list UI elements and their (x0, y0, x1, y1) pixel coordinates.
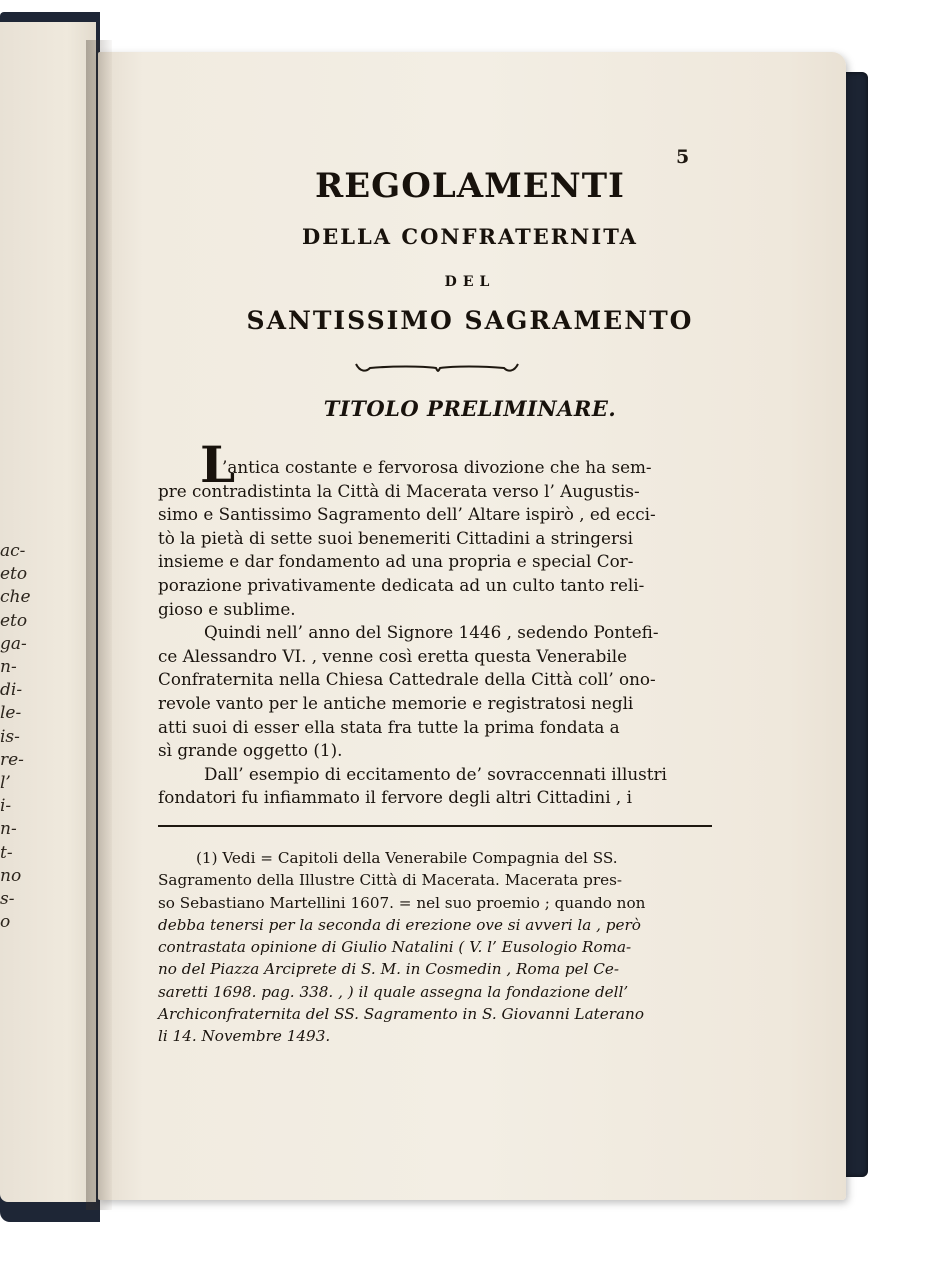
body-line: tò la pietà di sette suoi benemeriti Cittadini a stringersi (158, 527, 633, 548)
footnote-line: no del Piazza Arciprete di S. M. in Cosmedin , Roma pel Ce- (158, 960, 620, 979)
left-page (0, 22, 96, 1202)
body-text (158, 456, 718, 810)
footnote-line: contrastata opinione di Giulio Natalini ( V. l’ Eusologio Roma- (158, 938, 632, 957)
title-confraternita: DELLA CONFRATERNITA (302, 224, 638, 249)
body-line: Confraternita nella Chiesa Cattedrale della Città coll’ ono- (158, 669, 656, 690)
body-line: atti suoi di esser ella stata fra tutte la prima fondata a (158, 716, 620, 737)
left-fragment: di- (0, 680, 23, 701)
footnote-line: Sagramento della Illustre Città di Macerata. Macerata pres- (158, 871, 623, 890)
left-page-text-fragments (0, 540, 44, 934)
body-line: simo e Santissimo Sagramento dell’ Altare ispirò , ed ecci- (158, 504, 656, 525)
title-santissimo-sagramento: SANTISSIMO SAGRAMENTO (246, 306, 694, 335)
left-fragment: no (0, 865, 22, 886)
left-fragment: eto (0, 564, 28, 585)
body-line: porazione privativamente dedicata ad un culto tanto reli- (158, 574, 645, 595)
left-fragment: t- (0, 842, 13, 863)
left-fragment: n- (0, 819, 17, 840)
title-del: DEL (444, 274, 496, 290)
body-line: revole vanto per le antiche memorie e registratosi negli (158, 692, 634, 713)
left-fragment: s- (0, 889, 15, 910)
body-line: ce Alessandro VI. , venne così eretta questa Venerabile (158, 645, 628, 666)
left-fragment: re- (0, 749, 24, 770)
left-fragment: l’ (0, 773, 11, 794)
section-heading: TITOLO PRELIMINARE. (323, 396, 617, 421)
footnote-line: debba tenersi per la seconda di erezione ove si avveri la , però (158, 915, 641, 934)
footnote-line: li 14. Novembre 1493. (158, 1027, 331, 1046)
footnote-line: (1) Vedi = Capitoli della Venerabile Compagnia del SS. (196, 849, 618, 867)
body-line: fondatori fu infiammato il fervore degli altri Cittadini , i (158, 787, 632, 808)
body-line: Dall’ esempio di eccitamento de’ sovraccennati illustri (204, 763, 667, 784)
footnote-line: so Sebastiano Martellini 1607. = nel suo proemio ; quando non (158, 893, 646, 912)
book-gutter (86, 40, 112, 1210)
body-line: ’antica costante e fervorosa divozione che ha sem- (222, 457, 652, 477)
page-number: 5 (676, 146, 690, 168)
body-line: sì grande oggetto (1). (158, 740, 343, 761)
footnote-line: saretti 1698. pag. 338. , ) il quale assegna la fondazione dell’ (158, 982, 629, 1001)
left-fragment: eto (0, 610, 28, 631)
drop-cap: L (200, 435, 236, 494)
footnote (158, 847, 718, 1048)
footnote-divider (158, 825, 712, 827)
body-line: gioso e sublime. (158, 598, 296, 619)
body-line: Quindi nell’ anno del Signore 1446 , sedendo Pontefi- (204, 622, 659, 643)
left-fragment: is- (0, 726, 20, 747)
left-fragment: i- (0, 796, 12, 817)
left-fragment: le- (0, 703, 22, 724)
left-fragment: che (0, 587, 31, 608)
left-fragment: ac- (0, 541, 26, 561)
body-line: pre contradistinta la Città di Macerata verso l’ Augustis- (158, 480, 640, 501)
title-regolamenti: REGOLAMENTI (315, 166, 625, 206)
left-fragment: ga- (0, 633, 27, 654)
ornament-divider (352, 356, 522, 378)
left-fragment: o (0, 912, 11, 933)
left-fragment: n- (0, 657, 17, 678)
footnote-line: Archiconfraternita del SS. Sagramento in S. Giovanni Laterano (158, 1005, 644, 1024)
body-line: insieme e dar fondamento ad una propria e special Cor- (158, 551, 634, 572)
